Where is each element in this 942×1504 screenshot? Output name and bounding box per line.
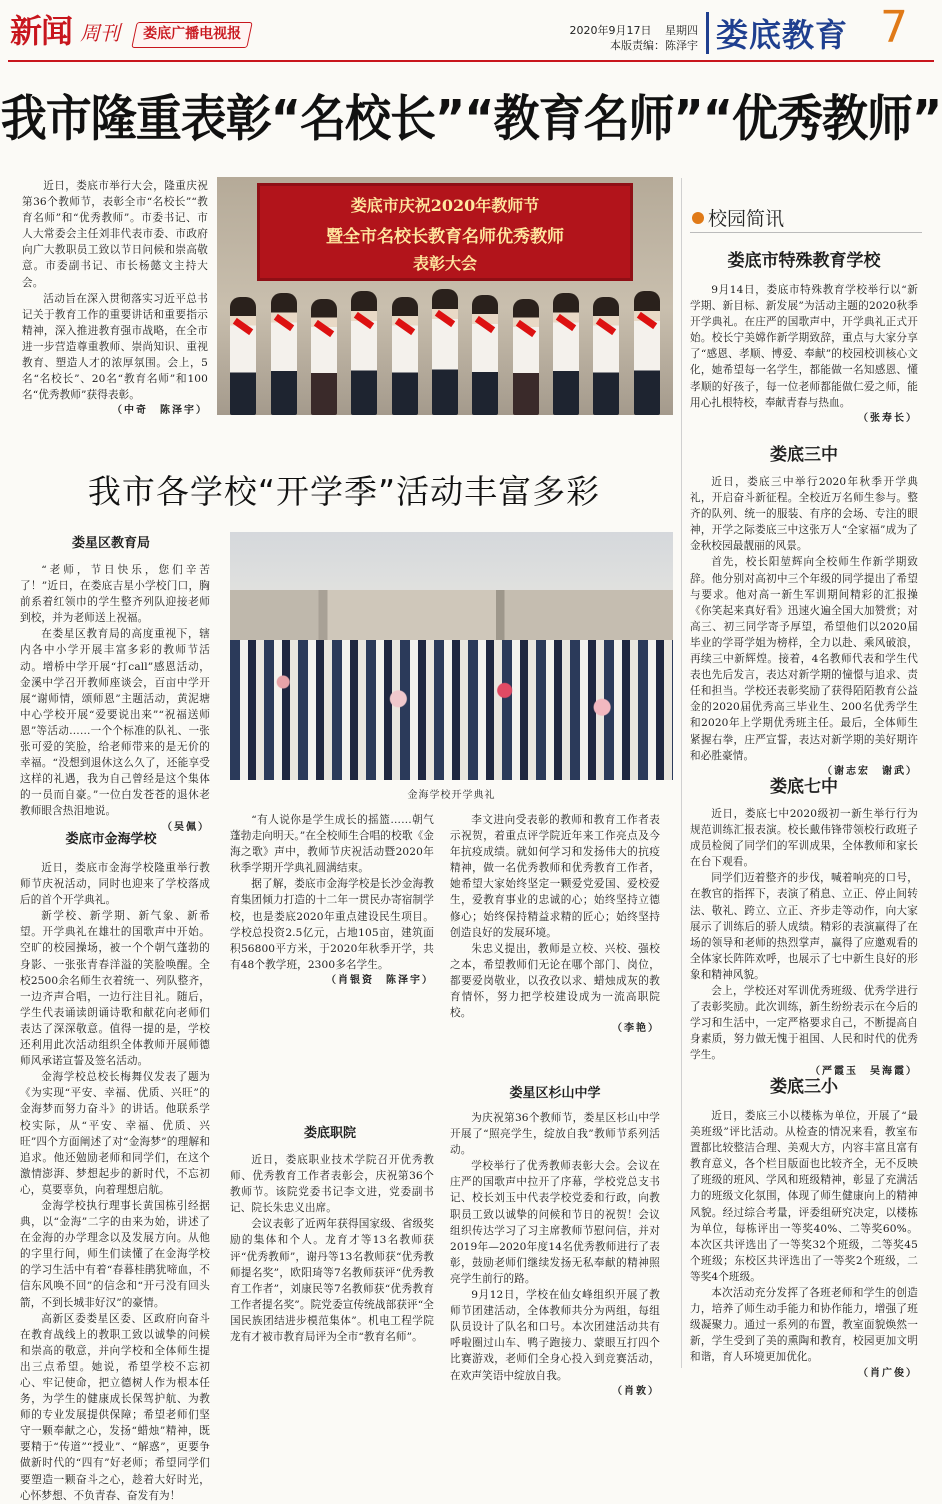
louxing-article [20,562,210,833]
campus-news-label: 校园简讯 [708,208,785,230]
editor-credit: 本版责编：陈泽宇 [610,39,698,52]
article-1-byline: （中奇 陈泽宇） [112,405,208,417]
photo-buildings [230,590,673,646]
qizhong-byline: （严霞玉 吴海霞） [810,1065,918,1077]
teshu-title: 娄底市特殊教育学校 [727,251,881,271]
shanshan-p2: 学校举行了优秀教师表彰大会。会议在庄严的国歌声中拉开了序幕，学校党总支书记、校长刘玉中代表学校党委和行政，向教职员工致以诚挚的问候和节日的祝贺！会议组织传达学习了习主席教师节慰问信，并对2019年—2020年度14名优秀教师进行了表彰，鼓励老师们继续发扬无私奉献的精神照亮学生前行的路。 [450,1160,660,1285]
weekday-text: 星期四 [665,24,698,37]
teshu-p1: 9月14日，娄底市特殊教育学校举行以“新学期、新目标、新发展”为活动主题的2020秋季开学典礼。在庄严的国歌声中，开学典礼正式开始。校长宁美嫦作新学期致辞，重点与大家分享了“感恩、孝顺、博爱、奉献”的校园校训核心文化，她希望每一名学生，都能做一名知感恩、懂孝顺的好孩子，每一位老师都能做仁爱之师，能用心扎根特校，奉献青春与热血。 [690,284,918,409]
zhiyuan-article-col2 [450,812,660,1070]
shanshan-title: 娄星区杉山中学 [509,1086,601,1101]
jinhai-byline: （肖银资 陈泽宇） [326,974,434,986]
photo-crowd [230,640,673,780]
awardees-row [223,277,667,415]
banner-line-1: 娄底市庆祝2020年教师节 [350,196,540,215]
shanshan-byline: （肖敦） [612,1385,660,1397]
masthead-rule [8,60,934,62]
qizhong-p1: 近日，娄底七中2020级初一新生举行行为规范训练汇报表演。校长戴伟锋带领校行政班子成员检阅了同学们的军训成果，全体教师和家长在台下观看。 [690,808,918,869]
jinhai-p6: “有人说你是学生成长的摇篮……朝气蓬勃走向明天。”在全校师生合唱的校歌《金海之歌》声中，教师节庆祝活动暨2020年秋季学期开学典礼圆满结束。 [230,814,434,875]
section-title: 娄底教育 [716,16,849,54]
zhiyuan-byline: （李艳） [612,1023,660,1035]
campus-news-header [692,204,784,231]
louxing-byline: （吴佩） [162,821,210,833]
jinhai-ceremony-photo [230,532,673,780]
sanxiao-article [690,1108,918,1379]
qizhong-title: 娄底七中 [770,777,838,797]
jinhai-title: 娄底市金海学校 [65,832,157,847]
qizhong-p2: 同学们迈着整齐的步伐，喊着响亮的口号，在教官的指挥下，表演了稍息、立正、停止间转法、敬礼、跨立、立正、齐步走等动作，向大家展示了训练后的骄人成绩。精彩的表演赢得了在场的领导和老师的热烈掌声，赢得了应邀观看的全体家长阵阵欢呼，也展示了七中新生良好的形象和精神风貌。 [690,872,918,981]
headline-2: 我市各学校“开学季”活动丰富多彩 [87,472,601,511]
jinhai-p5: 高新区委娄星区委、区政府向奋斗在教育战线上的教职工致以诚挚的问候和崇高的敬意，并向学校和全体师生提出三点希望。她说，希望学校不忘初心、牢记使命，把立德树人作为根本任务，为学生的健康成长保驾护航、为教师的专业发展提供保障；希望老师们坚守一颗奉献之心，发扬“蜡烛”精神，既要精于“传道”“授业”、“解惑”，更要争做新时代的“四有”好老师；希望同学们要塑造一颗奋斗之心，趁着大好时光，心怀梦想、不负青春、奋发有为！ [20,1312,210,1502]
co-org-label: 娄底广播电视报 [143,26,242,42]
zhiyuan-article-col1 [230,1152,434,1374]
masthead-divider [706,12,709,54]
award-ceremony-photo [217,177,673,415]
jinhai-p2: 新学校、新学期、新气象、新希望。开学典礼在雄壮的国歌声中开始。空旷的校园操场，被一个个朝气蓬勃的身影、一张张青春洋溢的笑脸唤醒。全校2500余名师生衣着统一、列队整齐，一边齐声合唱，一边行注目礼。随后，学生代表诵读朗诵诗歌和献花向老师们表达了深深敬意。值得一提的是，学校还利用此次活动组织全体教师开展师德师风承诺宣誓及签名活动。 [20,910,210,1068]
logo-main: 新闻 [10,12,73,50]
sanzhong-p2: 首先，校长阳堃辉向全校师生作新学期致辞。他分别对高初中三个年级的同学提出了希望与要求。他对高一新生军训期间精彩的汇报操《你笑起来真好看》迅速火遍全国大加赞赏；对高三、初三同学寄予厚望，希望他们以2020届毕业的学哥学姐为榜样，全力以赴、乘风破浪，再续三中新辉煌。接着，4名教师代表和学生代表也先后发言，表达对新学期的憧憬与追求、责任和担当。学校还表彰奖励了获得陌陌教育公益金的2020届优秀高三毕业生、200名优秀学生和2020年上学期优秀班主任。最后，全体师生紧握右拳，庄严宣誓，表达对新学期的美好期许和必胜豪情。 [690,556,918,762]
article-1-p2: 活动旨在深入贯彻落实习近平总书记关于教育工作的重要讲话和重要指示精神，深入推进教育强市战略，在全市进一步营造尊重教师、崇尚知识、重视教育、塑造人才的浓厚氛围。会上，5名“名校长”、20名“教育名师”和100名“优秀教师”获得表彰。 [22,292,208,402]
teshu-article [690,282,918,428]
issue-date [560,22,698,38]
article-1 [22,178,208,416]
sanzhong-byline: （谢志宏 谢武） [822,765,918,777]
shanshan-article [450,1110,660,1397]
campus-news-rule [690,232,922,233]
banner-line-2: 暨全市名校长教育名师优秀教师 [326,227,564,247]
qizhong-p3: 会上，学校还对军训优秀班级、优秀学进行了表彰奖励。此次训练，新生纷纷表示在今后的学习和生活中，一定严格要求自己，不断提高自身素质，努力做无愧于祖国、人民和时代的优秀学生。 [690,985,918,1062]
zhiyuan-p4: 朱忠义提出，教师是立校、兴校、强校之本，希望教师们无论在哪个部门、岗位，都要爱岗敬业，以孜孜以求、蜡烛成灰的教育情怀，努力把学校建设成为一流高职院校。 [450,942,660,1020]
date-text: 2020年9月17日 [569,24,652,37]
jinhai-article-col1 [20,860,210,1502]
teshu-byline: （张寿长） [858,412,918,424]
sanxiao-p1: 近日，娄底三小以楼栋为单位，开展了“最美班级”评比活动。从检查的情况来看，教室布置都比较整洁合理、美观大方，内容丰富且富有教育意义，各个栏目版面也比较齐全，无不反映了班级的班风、学风和班级精神，彰显了充满活力的班级文化氛围，体现了师生健康向上的精神风貌。经过综合考量，评委组研究决定，以楼栋为单位，每栋评出一等奖40%、二等奖60%。本次区共评选出了一等奖32个班级，二等奖45个班级；东校区共评选出了一等奖2个班级，二等奖4个班级。 [690,1110,918,1283]
sanxiao-p2: 本次活动充分发挥了各班老师和学生的创造力，培养了师生动手能力和协作能力，增强了班级凝聚力。通过一系列的布置，教室面貌焕然一新，学生受到了美的熏陶和教育，校园更加文明和谐，育人环境更加优化。 [690,1287,918,1364]
qizhong-article [690,806,918,1077]
jinhai-article-col2 [230,812,434,1112]
masthead [0,0,942,62]
co-org-badge [131,22,253,48]
article-1-p1: 近日，娄底市举行大会，隆重庆祝第36个教师节，表彰全市“名校长”“教育名师”和“优秀教师”。市委书记、市人大常委会主任刘非代表市委、市政府向广大教职员工致以节日问候和崇高敬意。市委副书记、市长杨懿文主持大会。 [22,180,208,289]
louxing-p2: 在娄星区教育局的高度重视下，辖内各中小学开展丰富多彩的教师节活动。增桥中学开展“打call”感恩活动，金溪中学召开教师座谈会，百亩中学开展“谢师情，颂师恩”主题活动，黄泥塘中心学校开展“爱要说出来”“祝福送师恩”等活动……一个个标准的队礼、一张张可爱的笑脸，给老师带来的是无价的幸福。“没想到退休这么久了，还能享受这样的礼遇，我为自己曾经是这个集体的一员而自豪。”一位白发苍苍的退休老教师眼含热泪地说。 [20,628,210,818]
right-column-divider [681,178,682,1368]
zhiyuan-title: 娄底职院 [303,1126,356,1141]
logo-sub: 周刊 [80,21,120,45]
louxing-p1: “老师，节日快乐，您们辛苦了！”近日，在娄底吉星小学校门口，胸前系着红领巾的学生整齐列队迎接老师到校，并为老师送上祝福。 [20,564,210,625]
jinhai-p7: 据了解，娄底市金海学校是长沙金海教育集团倾力打造的十二年一贯民办寄宿制学校，也是娄底2020年重点建设民生项目。学校总投资2.5亿元，占地105亩，建筑面积56800平方米，于2020年秋季开学，共有48个教学班，2300多名学生。 [230,878,434,971]
jinhai-p4: 金海学校执行理事长黄国栋引经据典，以“金海”二字的由来为始，讲述了在金海的办学理念以及发展方向。从他的字里行间，师生们读懂了在金海学校的学习生活中有着“春暮桂鹃犹啼血，不信东风唤不回”的信念和“开弓没有回头箭，不到长城非好汉”的豪情。 [20,1199,210,1309]
shanshan-p1: 为庆祝第36个教师节，娄星区杉山中学开展了“照亮学生，绽放自我”教师节系列活动。 [450,1112,660,1157]
headline-1: 我市隆重表彰“名校长”“教育名师”“优秀教师” [0,89,942,148]
sanzhong-article [690,474,918,777]
zhiyuan-p1: 近日，娄底职业技术学院召开优秀教师、优秀教育工作者表彰会，庆祝第36个教师节。该院党委书记李文进，党委副书记、院长朱忠义出席。 [230,1154,434,1215]
jinhai-p1: 近日，娄底市金海学校隆重举行教师节庆祝活动，同时也迎来了学校落成后的首个开学典礼。 [20,862,210,907]
jinhai-p3: 金海学校总校长梅舞仪发表了题为《为实现“平安、幸福、优质、兴旺”的金海梦而努力奋斗》的讲话。他联系学校实际，从“平安、幸福、优质、兴旺”四个方面阐述了对“金海梦”的理解和追求。他还勉励老师和同学们，在这个激情澎湃、梦想起步的新时代，不忘初心，莫要辜负，向着理想启航。 [20,1071,210,1196]
banner-line-3: 表彰大会 [412,254,477,273]
photo-2-caption: 金海学校开学典礼 [407,790,496,801]
louxing-title: 娄星区教育局 [71,536,150,551]
campus-news-dot [692,212,704,224]
stage-banner [257,183,633,281]
sanzhong-title: 娄底三中 [770,445,838,465]
zhiyuan-p2: 会议表彰了近两年获得国家级、省级奖励的集体和个人。龙育才等13名教师获评“优秀教师”，谢丹等13名教师获“优秀教师提名奖”，欧阳琦等7名教师获评“优秀教育工作者”，刘康民等7名教师获“优秀教育工作者提名奖”。院党委宣传统战部获评“全国民族团结进步模范集体”。机电工程学院龙有才被市教育局评为全市“教育名师”。 [230,1218,434,1344]
sanxiao-title: 娄底三小 [770,1077,838,1097]
sanxiao-byline: （肖广俊） [858,1367,918,1379]
sanzhong-p1: 近日，娄底三中举行2020年秋季开学典礼，开启奋斗新征程。全校近万名师生参与。整齐的队列、统一的服装、有序的会场、专注的眼神，开学之际娄底三中这张万人“全家福”成为了金秋校园最靓丽的风景。 [690,476,918,553]
shanshan-p3: 9月12日，学校在仙女峰组织开展了教师节团建活动，全体教师共分为两组，每组队员设计了队名和口号。本次团建活动共有呼啦圈过山车、鸭子跑接力、蒙眼互打四个比赛游戏，老师们全身心投入到竞赛活动，在欢声笑语中绽放自我。 [450,1289,660,1382]
zhiyuan-p3: 李文进向受表彰的教师和教育工作者表示祝贺，着重点评学院近年来工作亮点及今年抗疫成绩。就如何学习和发扬伟大的抗疫精神，做一名优秀教师和优秀教育工作者，她希望大家始终坚定一颗爱党爱国、爱校爱生，爱教育事业的忠诚的心；始终坚持立德修心；始终保持精益求精的匠心；始终坚持创造良好的发展环境。 [450,814,660,939]
page-number: 7 [880,2,908,53]
